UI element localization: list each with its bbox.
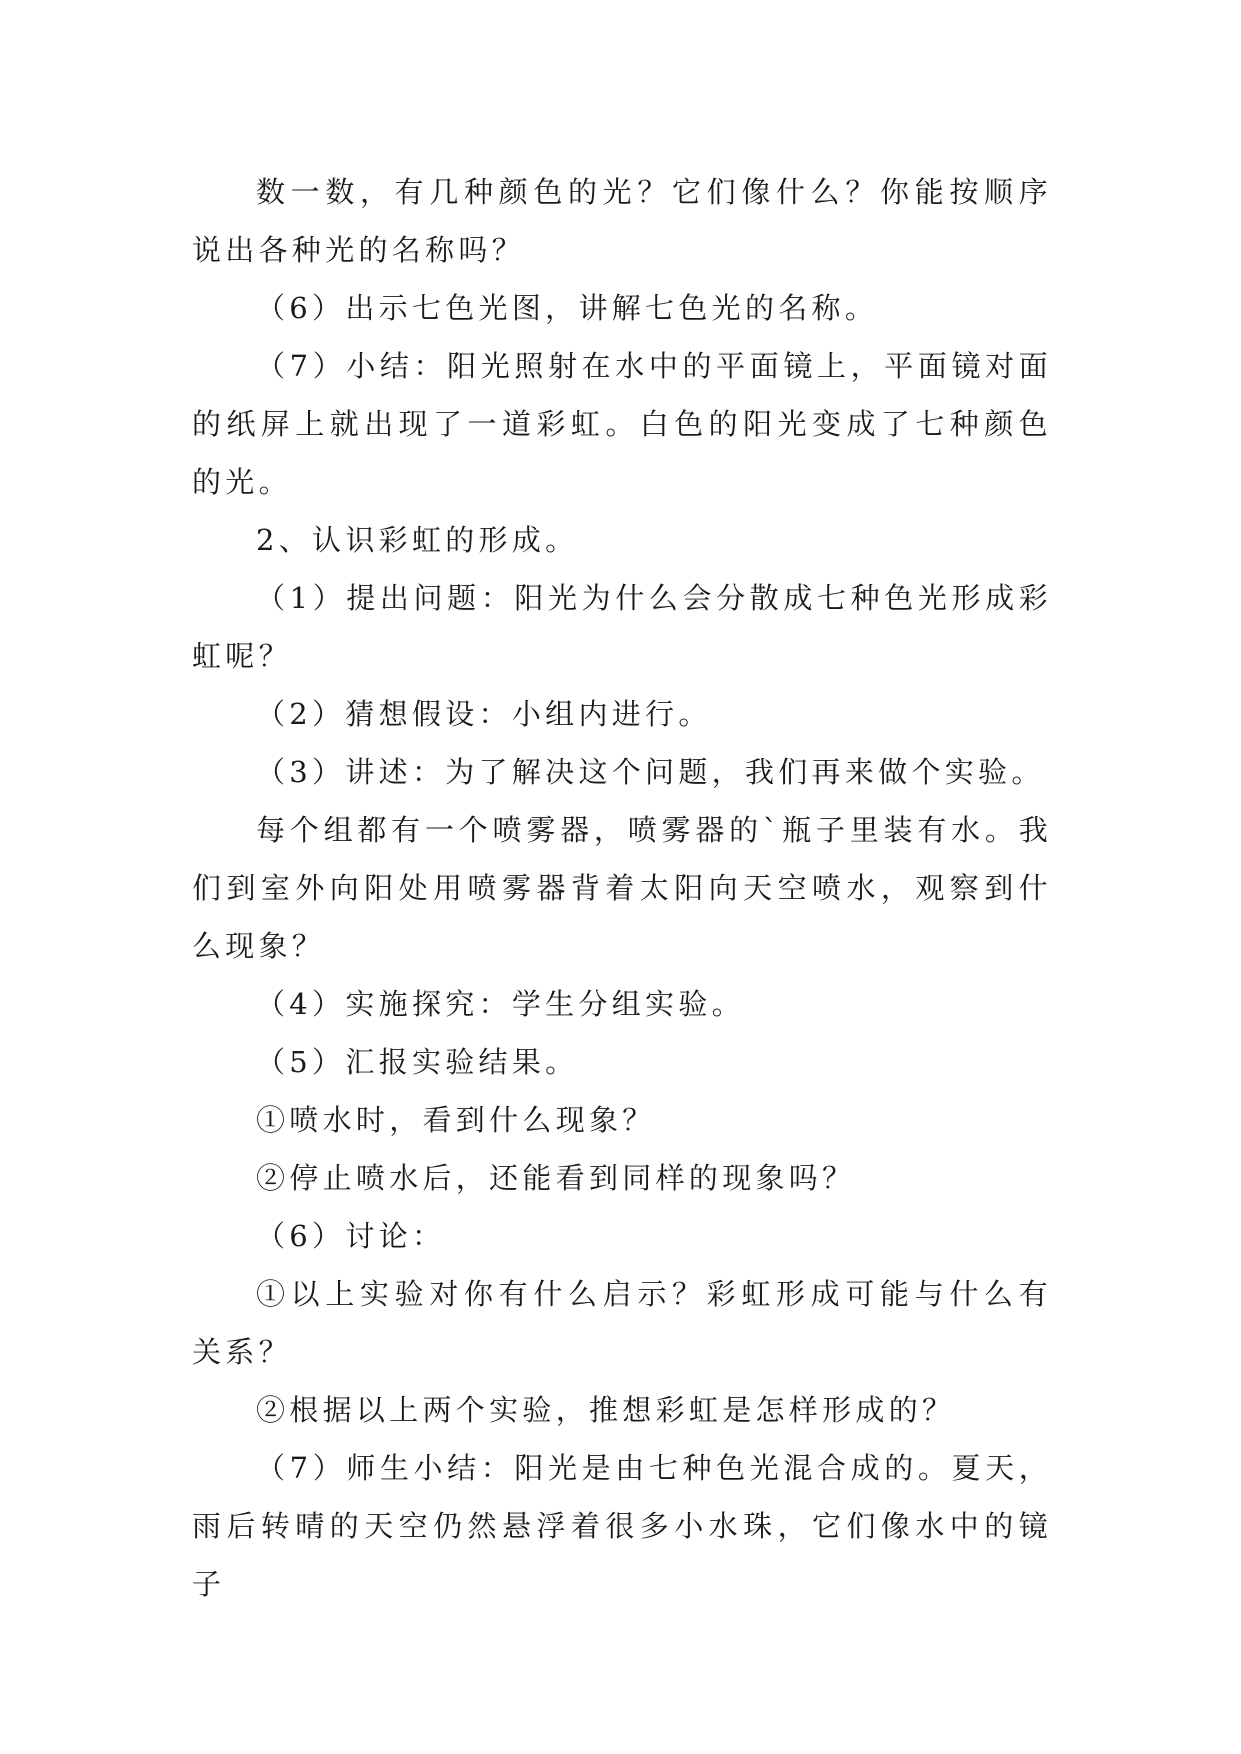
paragraph-item-1: ①喷水时，看到什么现象？ bbox=[256, 1103, 656, 1137]
paragraph-sprayer-experiment: 每个组都有一个喷雾器，喷雾器的`瓶子里装有水。我们到室外向阳处用喷雾器背着太阳向天空喷水，观察到什么现象？ bbox=[192, 813, 1052, 963]
paragraph-discussion-6: （6）讨论： bbox=[256, 1219, 446, 1253]
section-heading-2: 2、认识彩虹的形成。 bbox=[256, 523, 579, 557]
paragraph-item-2: ②停止喷水后，还能看到同样的现象吗？ bbox=[256, 1161, 856, 1195]
paragraph-question-1: （1）提出问题：阳光为什么会分散成七种色光形成彩虹呢？ bbox=[192, 581, 1052, 673]
paragraph-report-5: （5）汇报实验结果。 bbox=[256, 1045, 579, 1079]
paragraph-discussion-item-1: ①以上实验对你有什么启示？彩虹形成可能与什么有关系？ bbox=[192, 1277, 1052, 1369]
paragraph-count-colors: 数一数，有几种颜色的光？它们像什么？你能按顺序说出各种光的名称吗？ bbox=[192, 175, 1052, 267]
document-body bbox=[192, 163, 1052, 1613]
paragraph-step-7-conclusion: （7）师生小结：阳光是由七种色光混合成的。夏天，雨后转晴的天空仍然悬浮着很多小水珠，它们像水中的镜子 bbox=[192, 1451, 1052, 1601]
paragraph-step-6: （6）出示七色光图，讲解七色光的名称。 bbox=[256, 291, 879, 325]
paragraph-hypothesis-2: （2）猜想假设：小组内进行。 bbox=[256, 697, 712, 731]
paragraph-explore-4: （4）实施探究：学生分组实验。 bbox=[256, 987, 745, 1021]
paragraph-narration-3: （3）讲述：为了解决这个问题，我们再来做个实验。 bbox=[256, 755, 1045, 789]
paragraph-step-7-summary: （7）小结：阳光照射在水中的平面镜上，平面镜对面的纸屏上就出现了一道彩虹。白色的阳光变成了七种颜色的光。 bbox=[192, 349, 1052, 499]
paragraph-discussion-item-2: ②根据以上两个实验，推想彩虹是怎样形成的？ bbox=[256, 1393, 956, 1427]
